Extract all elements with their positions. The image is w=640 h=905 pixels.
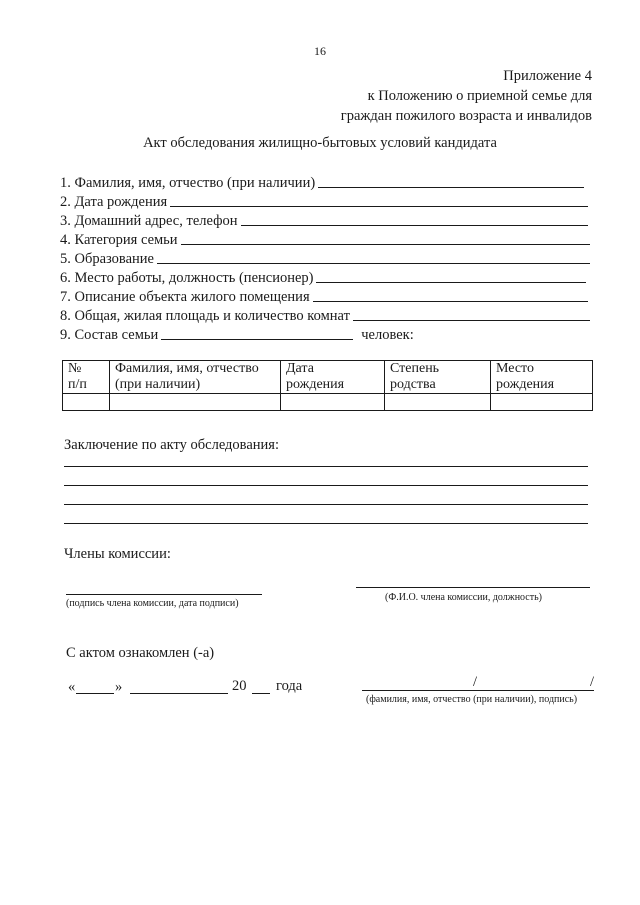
conclusion-line[interactable] [64,466,588,467]
blank-line[interactable] [318,187,584,188]
conclusion-line[interactable] [64,523,588,524]
field-family-category [60,229,590,249]
conclusion-line[interactable] [64,504,588,505]
slash-separator: / [473,674,478,690]
conclusion-label: Заключение по акту обследования: [64,437,279,453]
acquainted-signature-line[interactable] [362,690,594,691]
date-open-quote: « [68,679,76,695]
field-label: 3. Домашний адрес, телефон [60,213,238,229]
table-cell[interactable] [385,394,491,411]
table-row [63,394,593,411]
commission-signature-caption: (подпись члена комиссии, дата подписи) [66,598,239,609]
header-text: Степень [390,361,440,376]
header-text: рождения [496,377,555,392]
header-cell-birthdate [281,361,385,394]
day-blank[interactable] [76,693,114,694]
blank-line[interactable] [181,244,590,245]
blank-line[interactable] [313,301,588,302]
commission-name-caption: (Ф.И.О. члена комиссии, должность) [385,592,542,603]
field-label: 9. Состав семьи [60,327,159,343]
field-label: 1. Фамилия, имя, отчество (при наличии) [60,175,316,191]
year-blank[interactable] [252,693,270,694]
blank-line[interactable] [157,263,590,264]
field-family-size [60,324,440,344]
field-area-rooms [60,305,590,325]
header-text: п/п [68,377,87,392]
conclusion-line[interactable] [64,485,588,486]
blank-line[interactable] [353,320,590,321]
blank-line[interactable] [161,339,353,340]
field-birth-date [60,191,588,211]
acquainted-label: С актом ознакомлен (-а) [66,645,215,661]
acquainted-caption: (фамилия, имя, отчество (при наличии), подпись) [366,694,578,705]
month-blank[interactable] [130,693,228,694]
family-table [62,360,593,411]
header-cell-number [63,361,110,394]
commission-signature-line[interactable] [66,594,262,595]
appendix-line-1: Приложение 4 [503,68,592,84]
commission-name-line[interactable] [356,587,590,588]
year-suffix: года [276,678,303,694]
header-text: Место [496,361,534,376]
field-label: 4. Категория семьи [60,232,178,248]
blank-line[interactable] [241,225,588,226]
table-cell[interactable] [63,394,110,411]
date-close-quote: » [115,679,123,695]
field-workplace [60,267,586,287]
field-address [60,210,588,230]
field-education [60,248,590,268]
year-prefix: 20 [232,678,247,694]
document-title: Акт обследования жилищно-бытовых условий кандидата [143,135,497,151]
table-header-row [63,361,593,394]
blank-line[interactable] [316,282,586,283]
appendix-line-3: граждан пожилого возраста и инвалидов [340,108,592,124]
page-number: 16 [314,44,326,58]
commission-label: Члены комиссии: [64,546,171,562]
field-full-name [60,172,584,192]
header-text: рождения [286,377,345,392]
field-housing-description [60,286,588,306]
header-text: № [68,361,82,376]
header-cell-relation [385,361,491,394]
field-label: 7. Описание объекта жилого помещения [60,289,310,305]
blank-line[interactable] [170,206,588,207]
field-label: 8. Общая, жилая площадь и количество комнат [60,308,350,324]
field-label: 5. Образование [60,251,154,267]
header-cell-birthplace [491,361,593,394]
field-label: 6. Место работы, должность (пенсионер) [60,270,314,286]
header-text: Дата [286,361,314,376]
family-suffix: человек: [361,327,414,343]
header-cell-name [110,361,281,394]
header-text: (при наличии) [115,377,201,392]
table-cell[interactable] [110,394,281,411]
header-text: родства [390,377,436,392]
table-cell[interactable] [281,394,385,411]
field-label: 2. Дата рождения [60,194,168,210]
table-cell[interactable] [491,394,593,411]
slash-separator: / [590,674,595,690]
appendix-line-2: к Положению о приемной семье для [367,88,592,104]
appendix-header [341,66,592,126]
header-text: Фамилия, имя, отчество [115,361,259,376]
